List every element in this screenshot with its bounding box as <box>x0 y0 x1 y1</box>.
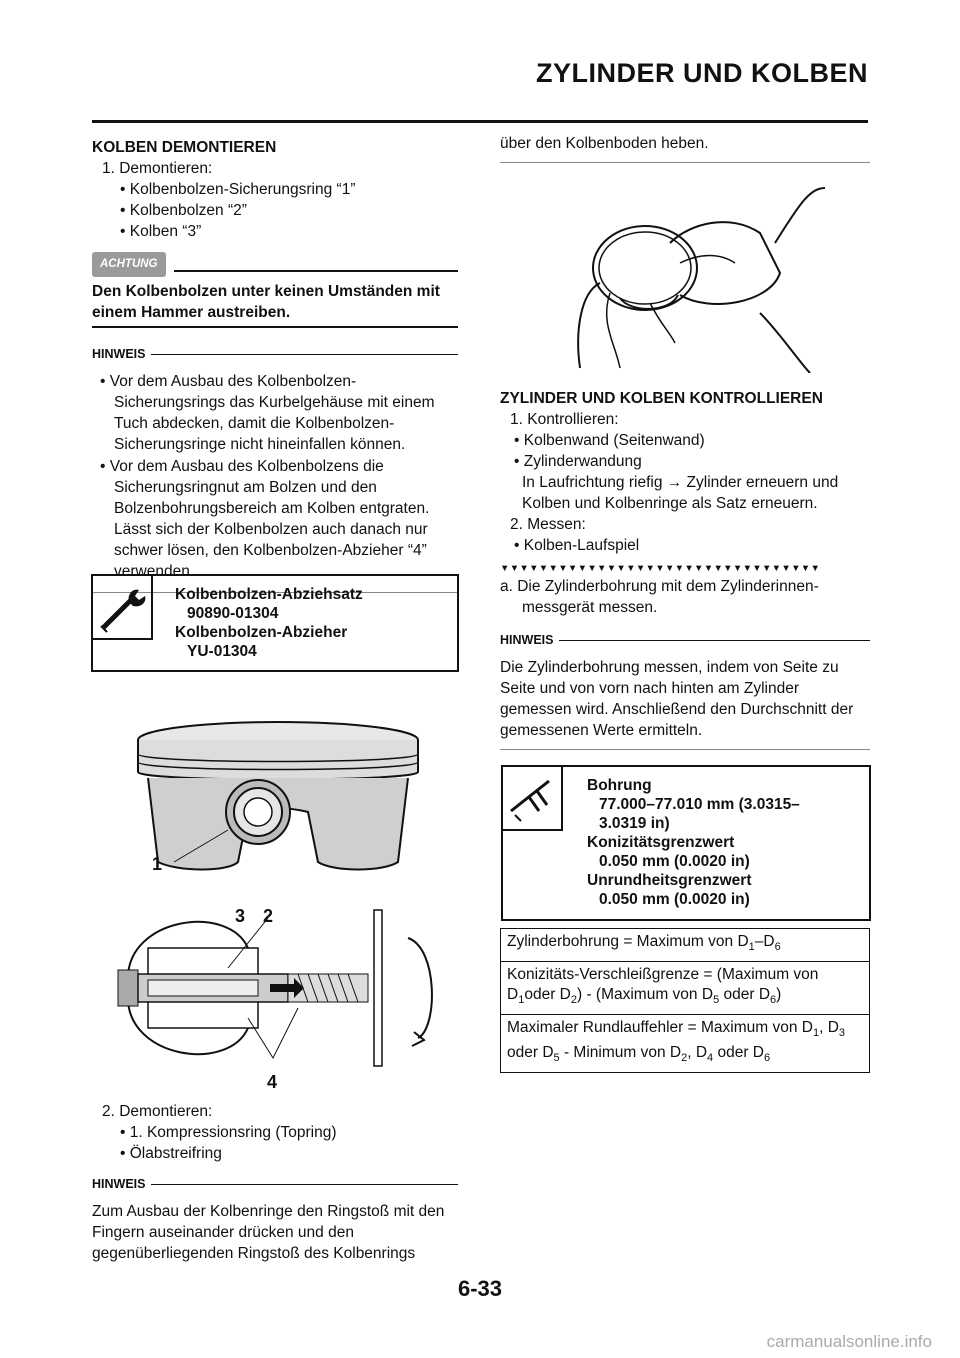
spec-value: 0.050 mm (0.0020 in) <box>599 891 750 908</box>
formula-text: , D <box>819 1019 839 1037</box>
piston-illustration <box>118 712 438 882</box>
note-header <box>92 344 458 365</box>
note-text: Die Zylinderbohrung messen, indem von Seite zu Seite und von vorn nach hinten am Zylinder gemessen wird. Anschließend den Durchschnitt der gemessenen Werte ermitteln. <box>500 659 854 739</box>
page-header-title: ZYLINDER UND KOLBEN <box>536 58 868 88</box>
formula-text: Maximaler Rundlauffehler = Maximum von D <box>507 1019 813 1037</box>
formula-text: –D <box>754 933 775 950</box>
step2-item: • Kolben-Laufspiel <box>514 537 640 554</box>
step1-item: • Zylinderwandung <box>514 453 642 470</box>
note-item: • Vor dem Ausbau des Kolbenbolzens die Sicherungsringnut am Bolzen und den Bolzenbohrungsbereich am Kolben entgraten. Lässt sich der Kolbenbolzen auch danach nur schwer lösen, den Kolbenbolzen-Abzieher “4” verwenden. <box>100 458 430 580</box>
spec-value: 0.050 mm (0.0020 in) <box>599 853 750 870</box>
tool-number: YU-01304 <box>187 643 257 660</box>
right-column-top <box>500 133 870 163</box>
formula-row <box>501 1015 869 1072</box>
note-rule <box>151 354 458 355</box>
caliper-icon <box>503 767 561 829</box>
formula-text: oder D <box>719 986 771 1004</box>
note-header <box>92 1174 458 1195</box>
step-2: 2. Demontieren: <box>102 1103 213 1120</box>
tool-name: Kolbenbolzen-Abziehsatz <box>175 586 363 603</box>
spec-value: 77.000–77.010 mm (3.0315– <box>599 796 800 813</box>
left-lower-text <box>92 1101 458 1264</box>
caution-badge: ACHTUNG <box>92 252 166 277</box>
procedure-start-marker: ▼▼▼▼▼▼▼▼▼▼▼▼▼▼▼▼▼▼▼▼▼▼▼▼▼▼▼▼▼▼▼▼▼ <box>500 563 821 574</box>
formula-text: oder D <box>713 1044 764 1062</box>
caution-text: Den Kolbenbolzen unter keinen Umständen mit einem Hammer austreiben. <box>92 283 440 321</box>
rule <box>500 162 870 163</box>
note-label: HINWEIS <box>92 347 146 361</box>
step-2: 2. Messen: <box>510 516 586 533</box>
subscript: 5 <box>713 994 720 1007</box>
spec-box <box>501 765 871 921</box>
step-1: 1. Demontieren: <box>102 160 213 177</box>
tool-name: Kolbenbolzen-Abzieher <box>175 624 348 641</box>
formula-text: , D <box>687 1044 708 1062</box>
header-rule <box>92 120 868 123</box>
formula-text: - Minimum von D <box>559 1044 682 1062</box>
note-label: HINWEIS <box>92 1177 146 1191</box>
step1-subtext: In Laufrichtung riefig → Zylinder erneuern und Kolben und Kolbenringe als Satz erneuern. <box>522 474 839 512</box>
formula-text: Zylinderbohrung = Maximum von D <box>507 933 749 950</box>
subscript: 1 <box>812 1027 820 1040</box>
tool-icon <box>93 576 153 640</box>
special-tool-box <box>91 574 459 672</box>
caution-bottom-rule <box>92 326 458 328</box>
step1-item: • Kolben “3” <box>120 223 202 240</box>
formula-row <box>501 929 869 962</box>
formula-text: Konizitäts-Verschleißgrenze = (Maximum von D <box>507 966 819 1004</box>
step-a: a. Die Zylinderbohrung mit dem Zylinderinnen-messgerät messen. <box>500 578 819 616</box>
figure-label: 3 <box>235 906 246 926</box>
figure-label: 4 <box>267 1072 278 1092</box>
formula-text: oder D <box>524 986 571 1004</box>
note-rule <box>559 640 870 641</box>
spec-label: Unrundheitsgrenzwert <box>587 872 752 889</box>
right-column-main <box>500 388 870 750</box>
watermark: carmanualsonline.info <box>766 1332 932 1351</box>
step1-item: • Kolbenwand (Seitenwand) <box>514 432 705 449</box>
formula-text: oder D <box>507 1044 554 1062</box>
formula-row <box>501 962 869 1015</box>
step-1: 1. Kontrollieren: <box>510 411 619 428</box>
subscript: 6 <box>770 994 777 1007</box>
rule <box>500 749 870 750</box>
formula-text: ) - (Maximum von D <box>576 986 714 1004</box>
spec-label: Bohrung <box>587 777 652 794</box>
wrench-icon <box>93 576 151 638</box>
note-item: • Vor dem Ausbau des Kolbenbolzen-Sicherungsrings das Kurbelgehäuse mit einem Tuch abdecken, damit die Kolbenbolzen-Sicherungsringe nicht hineinfallen können. <box>100 373 435 453</box>
subscript: 2 <box>681 1052 688 1065</box>
formula-table <box>500 928 870 1073</box>
subscript: 3 <box>838 1027 846 1040</box>
formula-text: ) <box>776 986 782 1004</box>
piston-ring-removal-illustration <box>560 183 830 373</box>
figure-label: 1 <box>152 854 163 874</box>
step1-item: • Kolbenbolzen-Sicherungsring “1” <box>120 181 356 198</box>
figure-label: 2 <box>263 906 274 926</box>
subscript: 6 <box>764 1052 771 1065</box>
tool-number: 90890-01304 <box>187 605 279 622</box>
spec-icon <box>503 767 563 831</box>
section-title-kontrollieren: ZYLINDER UND KOLBEN KONTROLLIEREN <box>500 390 823 407</box>
continued-text: über den Kolbenboden heben. <box>500 135 709 152</box>
subscript: 4 <box>707 1052 714 1065</box>
section-title-kolben-demontieren: KOLBEN DEMONTIEREN <box>92 139 277 156</box>
note-rule <box>151 1184 458 1185</box>
spec-value: 3.0319 in) <box>599 815 670 832</box>
left-column <box>92 137 458 593</box>
subscript: 1 <box>518 994 525 1007</box>
note-text: Zum Ausbau der Kolbenringe den Ringstoß mit den Fingern auseinander drücken und den gegenüberliegenden Ringstoß des Kolbenrings <box>92 1203 445 1262</box>
note-header <box>500 630 870 651</box>
caution-header <box>92 252 458 277</box>
subscript: 2 <box>570 994 577 1007</box>
step1-item: • Kolbenbolzen “2” <box>120 202 247 219</box>
caution-rule <box>174 270 459 272</box>
piston-pin-puller-illustration <box>108 908 448 1068</box>
page-number: 6-33 <box>457 1276 503 1301</box>
spec-label: Konizitätsgrenzwert <box>587 834 735 851</box>
subscript: 6 <box>774 941 781 954</box>
step2-item: • 1. Kompressionsring (Topring) <box>120 1124 337 1141</box>
note-label: HINWEIS <box>500 633 554 647</box>
subscript: 5 <box>553 1052 560 1065</box>
subscript: 1 <box>748 941 755 954</box>
step2-item: • Ölabstreifring <box>120 1145 222 1162</box>
